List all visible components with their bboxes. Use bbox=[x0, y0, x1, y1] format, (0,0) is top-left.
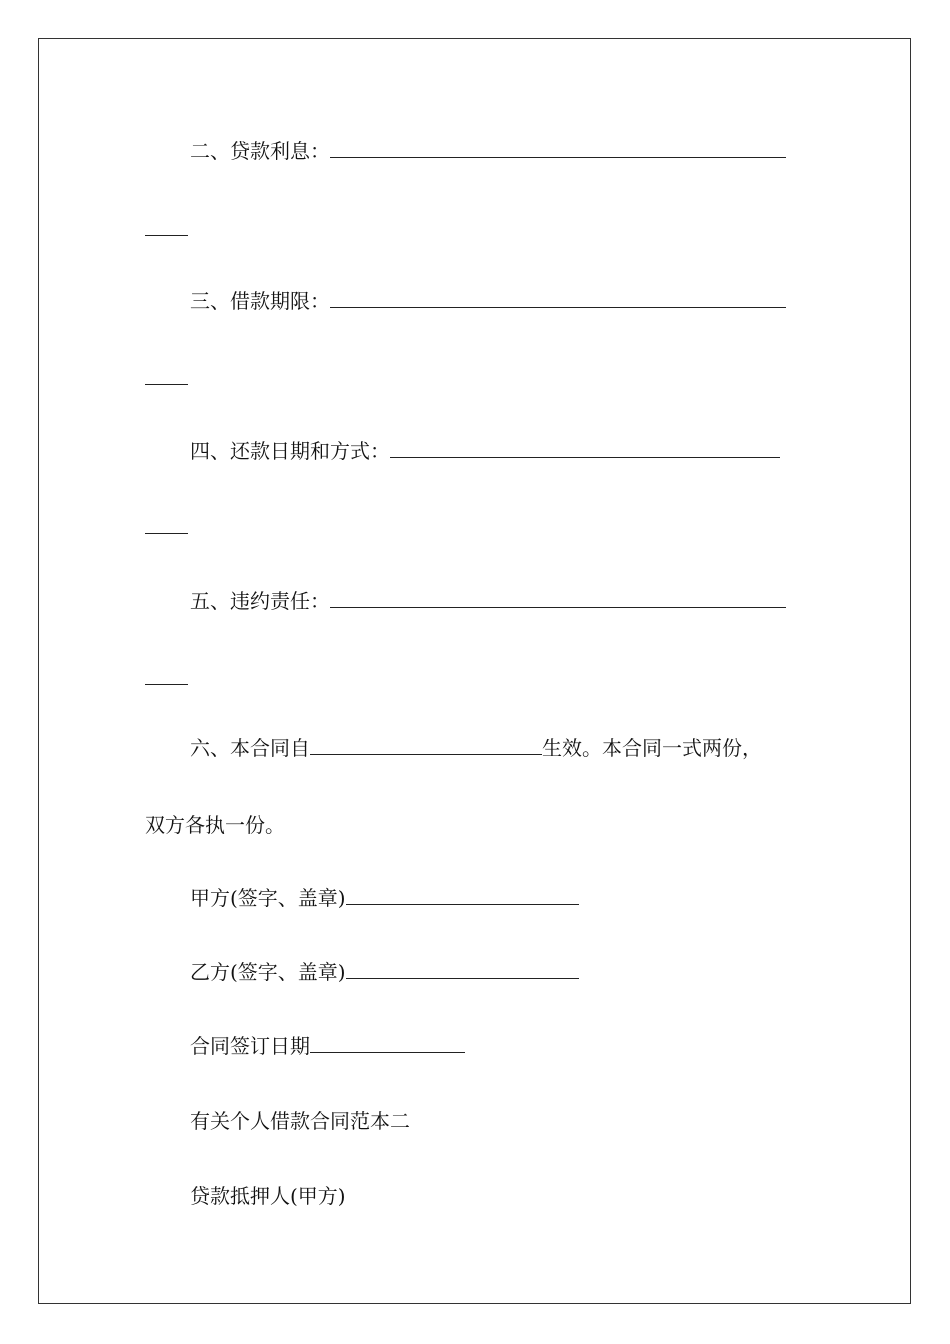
clause-effective-prefix: 六、本合同自 bbox=[190, 736, 310, 760]
effective-date-blank-field[interactable] bbox=[310, 736, 542, 755]
sign-date-label: 合同签订日期 bbox=[190, 1034, 310, 1058]
party-a-label: 甲方(签字、盖章) bbox=[190, 886, 346, 910]
clause-effective bbox=[190, 735, 762, 761]
party-a-signature bbox=[190, 885, 579, 911]
term-blank-field[interactable] bbox=[330, 289, 786, 308]
repayment-blank-field[interactable] bbox=[390, 439, 780, 458]
clause-repayment bbox=[190, 438, 780, 464]
term-continuation-line bbox=[145, 384, 188, 385]
clause-effective-suffix: 生效。本合同一式两份， bbox=[542, 736, 762, 760]
clause-term-label: 三、借款期限： bbox=[190, 289, 330, 313]
party-b-label: 乙方(签字、盖章) bbox=[190, 960, 346, 984]
clause-liability-label: 五、违约责任： bbox=[190, 589, 330, 613]
party-b-signature bbox=[190, 959, 579, 985]
interest-blank-field[interactable] bbox=[330, 139, 786, 158]
repayment-continuation-line bbox=[145, 533, 188, 534]
sign-date bbox=[190, 1033, 465, 1059]
section-title: 有关个人借款合同范本二 bbox=[190, 1109, 410, 1133]
clause-interest bbox=[190, 138, 786, 164]
clause-repayment-label: 四、还款日期和方式： bbox=[190, 439, 390, 463]
clause-liability bbox=[190, 588, 786, 614]
interest-continuation-line bbox=[145, 235, 188, 236]
clause-copies: 双方各执一份。 bbox=[145, 813, 285, 837]
party-b-blank-field[interactable] bbox=[346, 960, 579, 979]
clause-interest-label: 二、贷款利息： bbox=[190, 139, 330, 163]
sign-date-blank-field[interactable] bbox=[310, 1034, 465, 1053]
liability-blank-field[interactable] bbox=[330, 589, 786, 608]
party-a-blank-field[interactable] bbox=[346, 886, 579, 905]
mortgagor-heading: 贷款抵押人(甲方) bbox=[190, 1184, 346, 1208]
page-border bbox=[38, 38, 911, 1304]
liability-continuation-line bbox=[145, 684, 188, 685]
clause-term bbox=[190, 288, 786, 314]
